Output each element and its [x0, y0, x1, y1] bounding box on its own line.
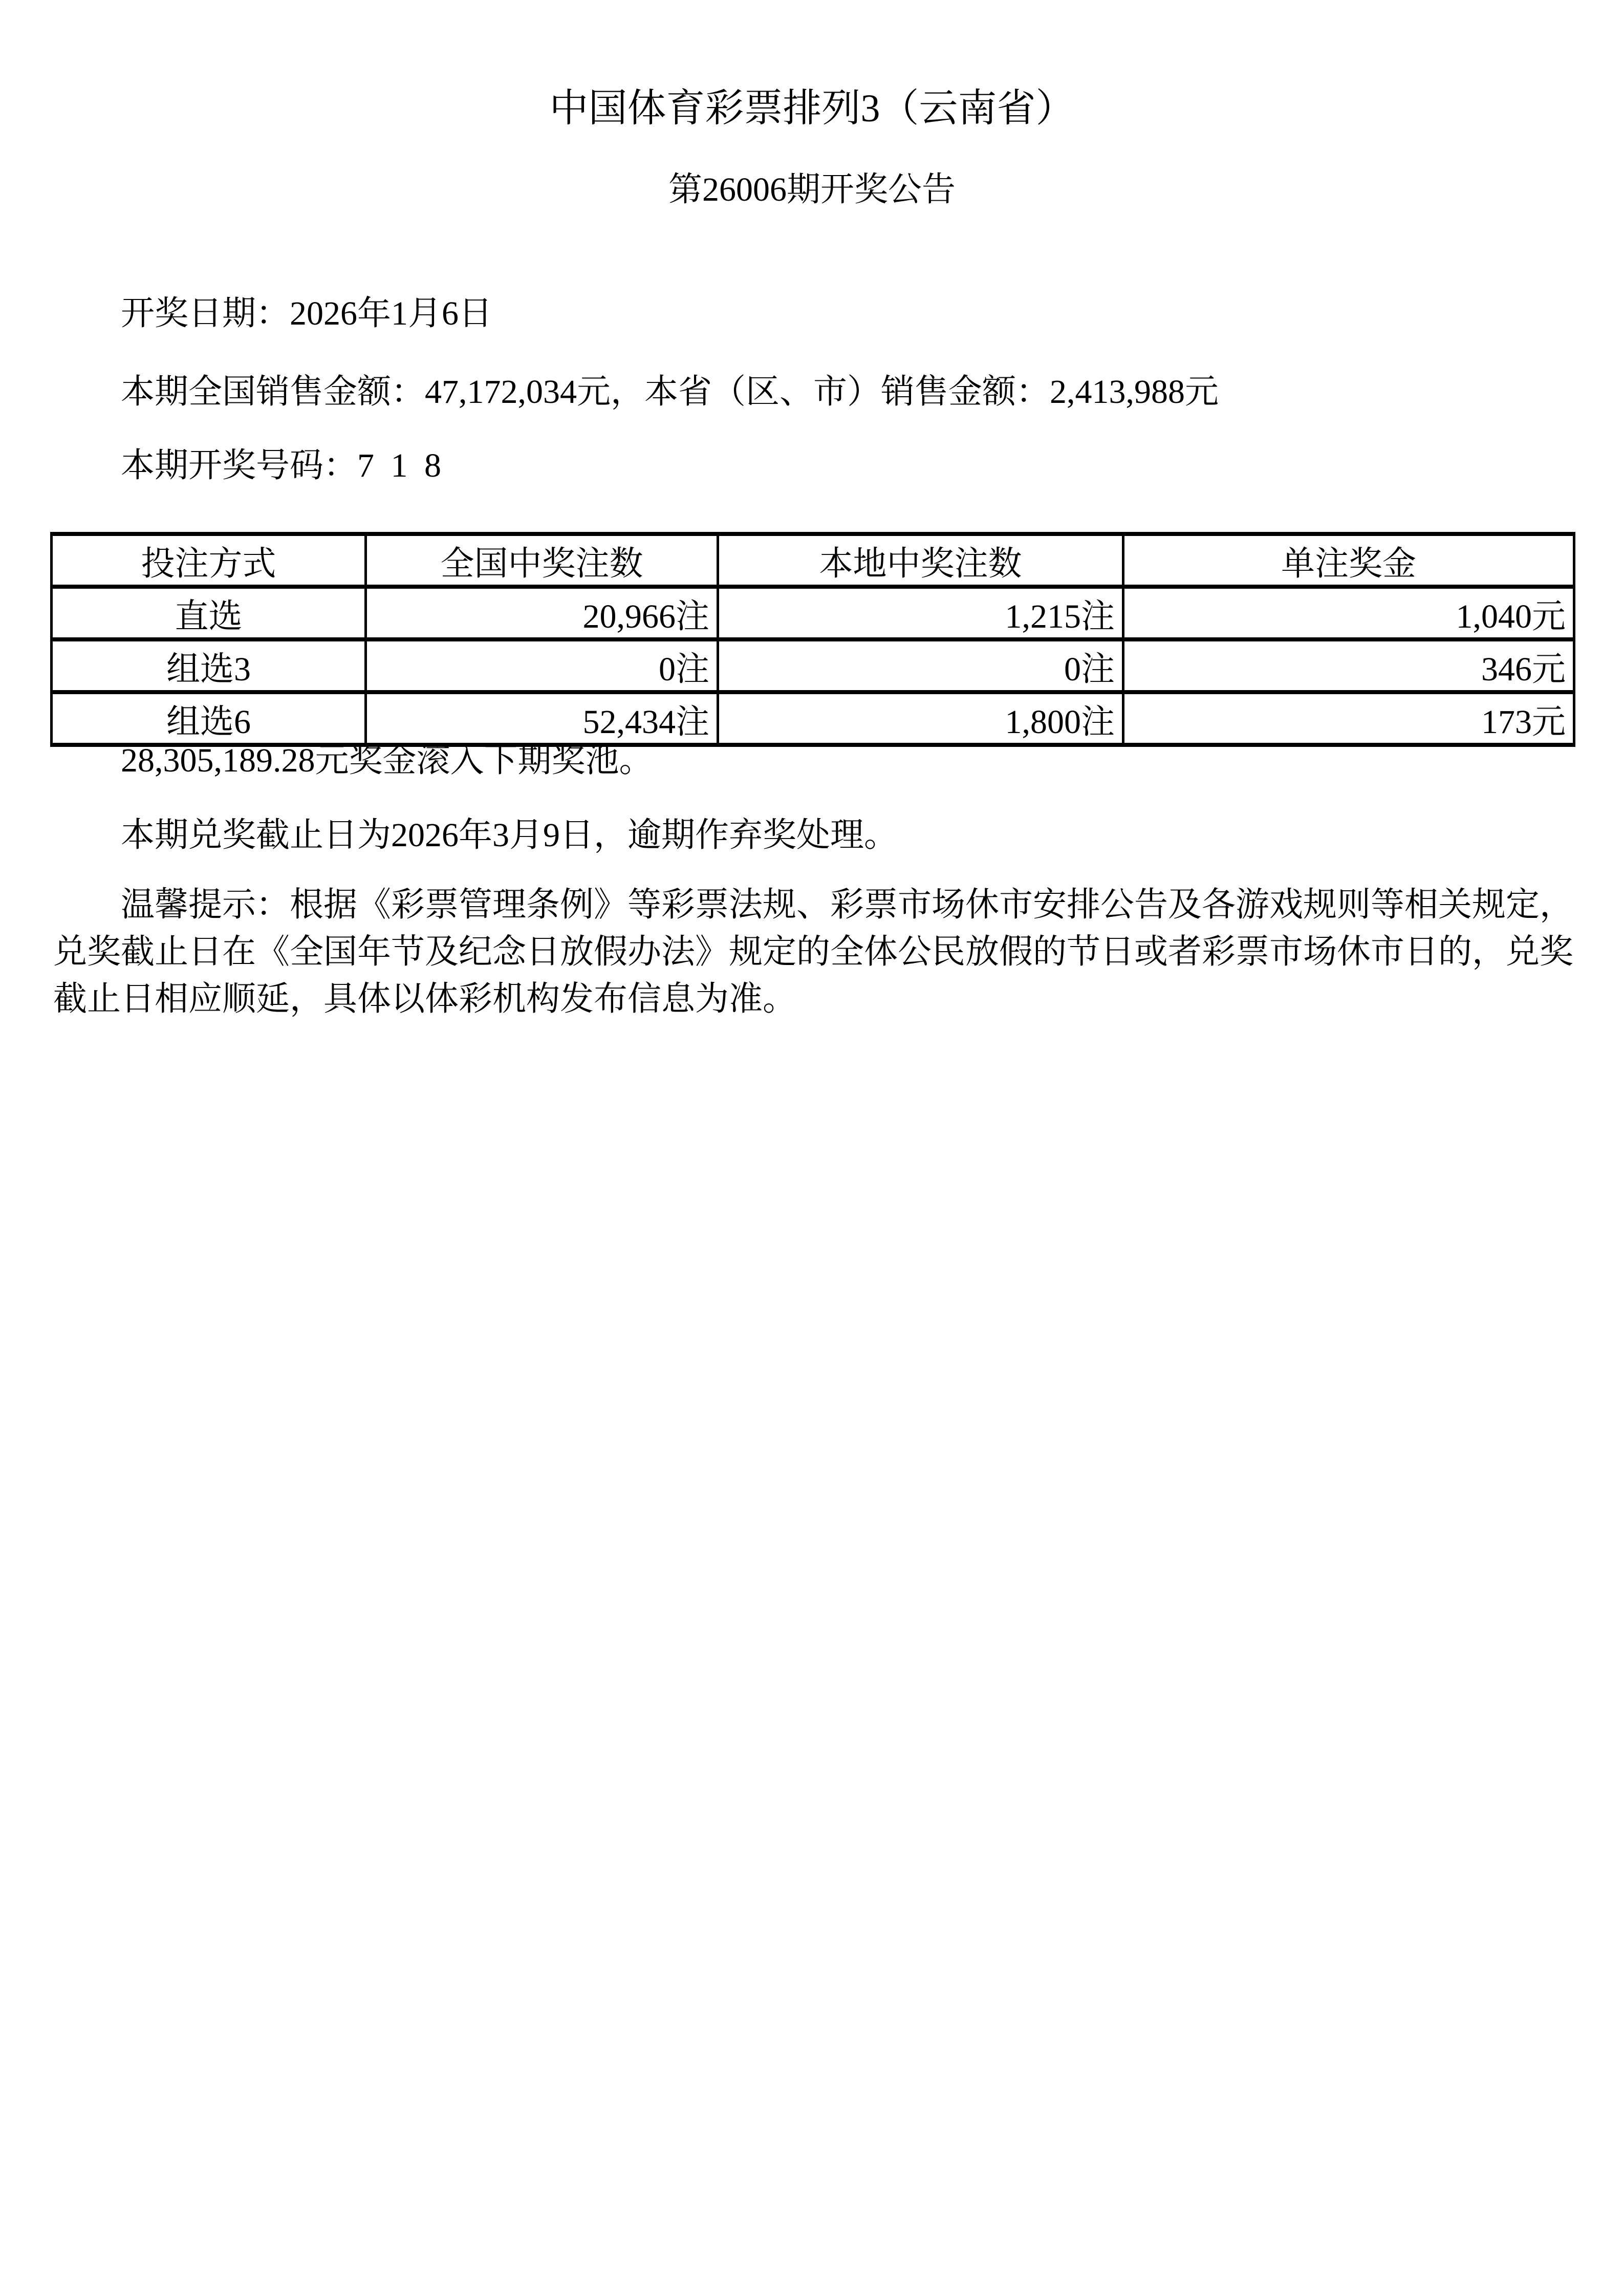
notice-line-2: 兑奖截止日在《全国年节及纪念日放假办法》规定的全体公民放假的节日或者彩票市场休市日的，兑奖: [53, 933, 1573, 971]
prize-per-bet-cell: 173元: [1123, 692, 1574, 745]
bet-type-cell: 组选6: [52, 692, 366, 745]
notice-line-1: 温馨提示：根据《彩票管理条例》等彩票法规、彩票市场休市安排公告及各游戏规则等相关规定，: [121, 886, 1573, 924]
notice-paragraph: [53, 882, 1576, 1023]
col-header-prize-per-bet: 单注奖金: [1123, 534, 1574, 587]
local-winners-cell: 1,215注: [718, 587, 1123, 639]
page-title: 中国体育彩票排列3（云南省）: [549, 87, 1075, 130]
notice-line-3: 截止日相应顺延，具体以体彩机构发布信息为准。: [53, 980, 796, 1018]
page-subtitle: 第26006期开奖公告: [668, 171, 956, 208]
draw-numbers-value: 7 1 8: [357, 447, 445, 484]
col-header-local-winners: 本地中奖注数: [718, 534, 1123, 587]
prize-table: [50, 532, 1575, 747]
table-row-zhixuan: [52, 587, 1574, 639]
col-header-bet-type: 投注方式: [52, 534, 366, 587]
draw-date-line: 开奖日期：2026年1月6日: [121, 295, 492, 332]
prize-table-header: [52, 534, 1574, 587]
header-row: [52, 534, 1574, 587]
table-row-zuxuan3: [52, 639, 1574, 692]
national-winners-cell: 0注: [366, 639, 718, 692]
prize-table-body: [52, 587, 1574, 745]
local-winners-cell: 0注: [718, 639, 1123, 692]
deadline-line: 本期兑奖截止日为2026年3月9日，逾期作弃奖处理。: [121, 817, 898, 854]
bet-type-cell: 组选3: [52, 639, 366, 692]
rollover-line: 28,305,189.28元奖金滚入下期奖池。: [121, 742, 653, 779]
prize-per-bet-cell: 346元: [1123, 639, 1574, 692]
table-row-zuxuan6: [52, 692, 1574, 745]
local-winners-cell: 1,800注: [718, 692, 1123, 745]
national-winners-cell: 20,966注: [366, 587, 718, 639]
sales-amount-line: 本期全国销售金额：47,172,034元，本省（区、市）销售金额：2,413,988元: [121, 373, 1219, 411]
national-winners-cell: 52,434注: [366, 692, 718, 745]
draw-numbers-line: [53, 449, 1576, 483]
col-header-national-winners: 全国中奖注数: [366, 534, 718, 587]
prize-per-bet-cell: 1,040元: [1123, 587, 1574, 639]
bet-type-cell: 直选: [52, 587, 366, 639]
draw-numbers-label: 本期开奖号码：: [121, 447, 357, 484]
